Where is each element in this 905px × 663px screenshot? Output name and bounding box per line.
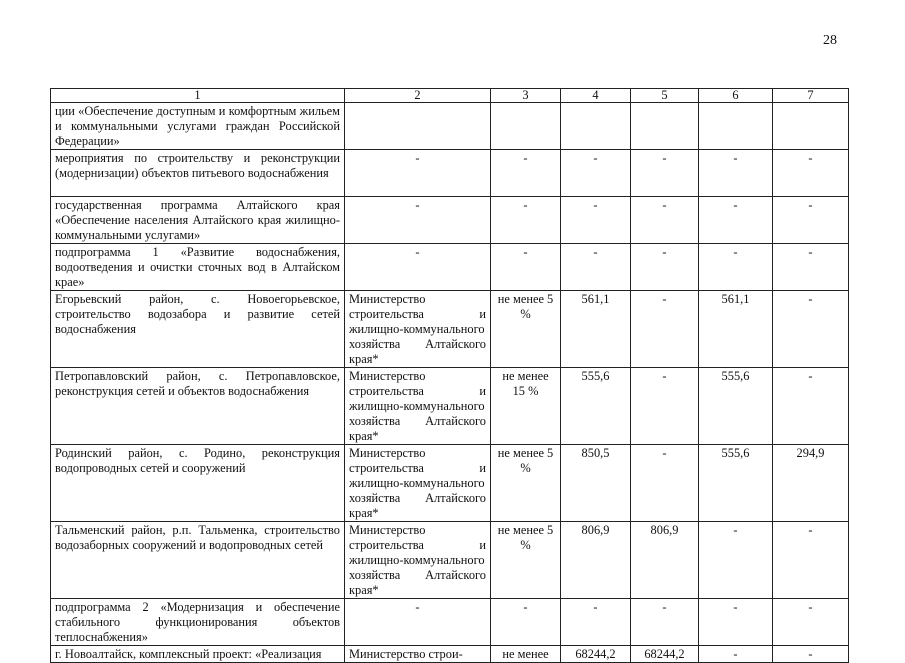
row-responsible: Министерство строительства и жилищно-коммунального хозяйства Алтайского края*	[345, 445, 491, 522]
col-header-4: 4	[561, 89, 631, 103]
row-local: 294,9	[773, 445, 849, 522]
row-federal: 68244,2	[631, 646, 699, 663]
table-row	[51, 599, 849, 646]
row-description: Тальменский район, р.п. Тальменка, строительство водозаборных сооружений и водопроводных сетей	[51, 522, 345, 599]
row-responsible: Министерство строи-	[345, 646, 491, 663]
row-federal: -	[631, 244, 699, 291]
row-share: не менее 15 %	[491, 368, 561, 445]
row-total: 68244,2	[561, 646, 631, 663]
row-regional: -	[699, 150, 773, 197]
row-local: -	[773, 368, 849, 445]
table-row	[51, 103, 849, 150]
row-share: -	[491, 599, 561, 646]
row-share: -	[491, 197, 561, 244]
table-row	[51, 445, 849, 522]
row-local: -	[773, 197, 849, 244]
table-row	[51, 291, 849, 368]
row-regional: -	[699, 197, 773, 244]
row-total: -	[561, 197, 631, 244]
col-header-2: 2	[345, 89, 491, 103]
col-header-5: 5	[631, 89, 699, 103]
table-row	[51, 244, 849, 291]
row-regional: -	[699, 646, 773, 663]
row-regional: -	[699, 599, 773, 646]
col-header-3: 3	[491, 89, 561, 103]
row-federal: -	[631, 197, 699, 244]
row-responsible: Министерство строительства и жилищно-коммунального хозяйства Алтайского края*	[345, 522, 491, 599]
row-federal: -	[631, 599, 699, 646]
row-local: -	[773, 244, 849, 291]
row-total: -	[561, 599, 631, 646]
row-local	[773, 103, 849, 150]
row-regional: 561,1	[699, 291, 773, 368]
row-description: Петропавловский район, с. Петропавловское, реконструкция сетей и объектов водоснабжения	[51, 368, 345, 445]
row-total: 555,6	[561, 368, 631, 445]
row-share: не менее 5 %	[491, 445, 561, 522]
row-federal: 806,9	[631, 522, 699, 599]
row-local: -	[773, 599, 849, 646]
table-row	[51, 522, 849, 599]
row-federal: -	[631, 150, 699, 197]
row-share: не менее 5 %	[491, 291, 561, 368]
row-description: мероприятия по строительству и реконструкции (модернизации) объектов питьевого водоснабжения	[51, 150, 345, 197]
row-local: -	[773, 522, 849, 599]
row-share: -	[491, 150, 561, 197]
row-responsible: -	[345, 150, 491, 197]
row-local: -	[773, 646, 849, 663]
row-total: -	[561, 150, 631, 197]
row-share: -	[491, 244, 561, 291]
row-local: -	[773, 150, 849, 197]
row-regional: 555,6	[699, 368, 773, 445]
row-responsible: -	[345, 197, 491, 244]
row-description: подпрограмма 2 «Модернизация и обеспечение стабильного функционирования объектов теплоснабжения»	[51, 599, 345, 646]
table-row	[51, 646, 849, 663]
row-total	[561, 103, 631, 150]
row-total: -	[561, 244, 631, 291]
row-responsible: Министерство строительства и жилищно-коммунального хозяйства Алтайского края*	[345, 368, 491, 445]
row-total: 850,5	[561, 445, 631, 522]
table-row	[51, 197, 849, 244]
row-description: подпрограмма 1 «Развитие водоснабжения, водоотведения и очистки сточных вод в Алтайском крае»	[51, 244, 345, 291]
row-description: г. Новоалтайск, комплексный проект: «Реализация	[51, 646, 345, 663]
row-description: Егорьевский район, с. Новоегорьевское, строительство водозабора и развитие сетей водоснабжения	[51, 291, 345, 368]
row-federal	[631, 103, 699, 150]
row-federal: -	[631, 368, 699, 445]
row-local: -	[773, 291, 849, 368]
row-regional: -	[699, 522, 773, 599]
row-total: 561,1	[561, 291, 631, 368]
table-row	[51, 150, 849, 197]
row-responsible: -	[345, 599, 491, 646]
row-description: ции «Обеспечение доступным и комфортным жильем и коммунальными услугами граждан Российской Федерации»	[51, 103, 345, 150]
row-share	[491, 103, 561, 150]
row-federal: -	[631, 445, 699, 522]
col-header-6: 6	[699, 89, 773, 103]
row-description: Родинский район, с. Родино, реконструкция водопроводных сетей и сооружений	[51, 445, 345, 522]
row-federal: -	[631, 291, 699, 368]
page-number: 28	[823, 33, 837, 48]
col-header-7: 7	[773, 89, 849, 103]
row-regional	[699, 103, 773, 150]
header-row	[51, 89, 849, 103]
row-share: не менее 5 %	[491, 522, 561, 599]
row-regional: -	[699, 244, 773, 291]
row-responsible	[345, 103, 491, 150]
row-responsible: Министерство строительства и жилищно-коммунального хозяйства Алтайского края*	[345, 291, 491, 368]
row-regional: 555,6	[699, 445, 773, 522]
row-share: не менее	[491, 646, 561, 663]
col-header-1: 1	[51, 89, 345, 103]
budget-table	[50, 88, 849, 663]
row-total: 806,9	[561, 522, 631, 599]
table-row	[51, 368, 849, 445]
row-responsible: -	[345, 244, 491, 291]
row-description: государственная программа Алтайского края «Обеспечение населения Алтайского края жилищно-коммунальными услугами»	[51, 197, 345, 244]
